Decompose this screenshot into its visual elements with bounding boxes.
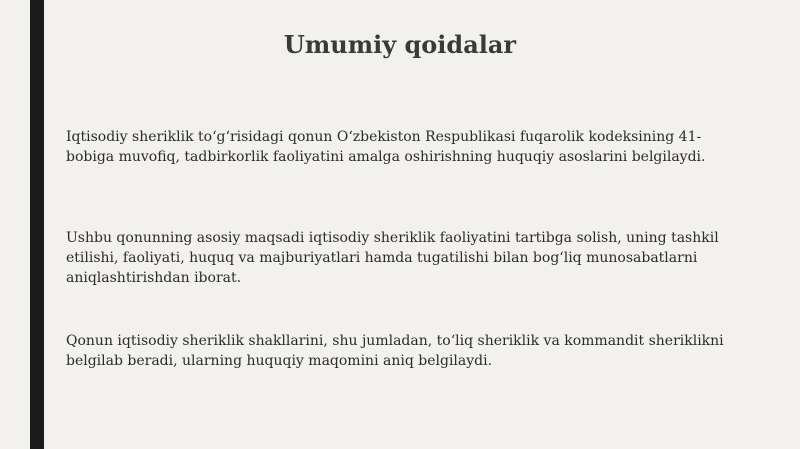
paragraph-3: Qonun iqtisodiy sheriklik shakllarini, shu jumladan, to‘liq sheriklik va kommandit sheriklikni belgilab beradi, ularning huquqiy maqomini aniq belgilaydi. (66, 333, 724, 369)
left-accent-bar (30, 0, 44, 449)
paragraph-2: Ushbu qonunning asosiy maqsadi iqtisodiy sheriklik faoliyatini tartibga solish, uning tashkil etilishi, faoliyati, huquq va majburiyatlari hamda tugatilishi bilan bog‘liq munosabatlarni aniqlashtirishdan iborat. (66, 230, 719, 286)
slide-title: Umumiy qoidalar (283, 30, 517, 59)
paragraph-1: Iqtisodiy sheriklik to‘g‘risidagi qonun O‘zbekiston Respublikasi fuqarolik kodeksining 41-bobiga muvofiq, tadbirkorlik faoliyatini amalga oshirishning huquqiy asoslarini belgilaydi. (66, 129, 706, 165)
